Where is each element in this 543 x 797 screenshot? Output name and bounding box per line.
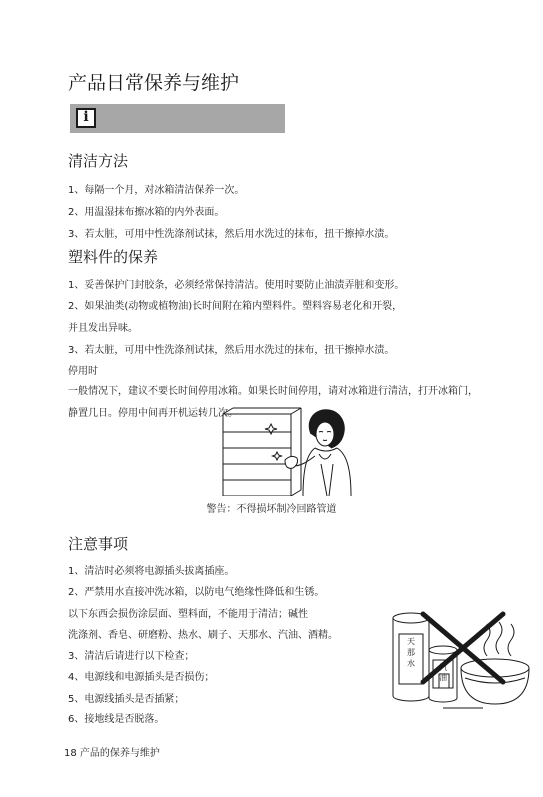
text-line: 一般情况下，建议不要长时间停用冰箱。如果长时间停用，请对冰箱进行清洁，打开冰箱门， xyxy=(68,386,478,397)
text-line: 5、电源线插头是否插紧； xyxy=(68,694,185,705)
text-line: 3、若太脏，可用中性洗涤剂试抹，然后用水洗过的抹布，扭干擦掉水渍。 xyxy=(68,229,395,240)
text-line: 2、严禁用水直接冲洗冰箱，以防电气绝缘性降低和生锈。 xyxy=(68,587,325,598)
info-bar xyxy=(70,104,285,133)
figure-caption-warning: 警告：不得损坏制冷回路管道 xyxy=(206,504,337,515)
text-line: 3、若太脏，可用中性洗涤剂试抹，然后用水洗过的抹布，扭干擦掉水渍。 xyxy=(68,345,395,356)
page-footer: 18 产品的保养与维护 xyxy=(64,748,160,759)
section-heading-plastic: 塑料件的保养 xyxy=(68,248,159,266)
text-line: 1、每隔一个月，对冰箱清洁保养一次。 xyxy=(68,185,245,196)
text-line: 以下东西会损伤涂层面、塑料面，不能用于清洁；碱性 xyxy=(68,609,308,620)
text-line: 1、清洁时必须将电源插头拔离插座。 xyxy=(68,566,235,577)
section-heading-notes: 注意事项 xyxy=(68,535,129,553)
text-line: 静置几日。停用中间再开机运转几次。 xyxy=(68,408,238,419)
cleaning-illustration xyxy=(215,404,355,496)
text-line: 3、清洁后请进行以下检查； xyxy=(68,651,195,662)
text-line: 4、电源线和电源插头是否损伤； xyxy=(68,672,215,683)
section-heading-cleaning: 清洁方法 xyxy=(68,152,129,170)
can-label-2: 汽油 xyxy=(439,663,447,682)
text-line: 停用时 xyxy=(68,366,98,377)
can-label-1: 天那水 xyxy=(407,637,415,668)
info-icon: i xyxy=(76,108,96,128)
page-title: 产品日常保养与维护 xyxy=(68,72,240,94)
text-line: 2、用温湿抹布擦冰箱的内外表面。 xyxy=(68,207,225,218)
text-line: 1、妥善保护门封胶条，必须经常保持清洁。使用时要防止油渍弄脏和变形。 xyxy=(68,280,405,291)
text-line: 并且发出异味。 xyxy=(68,323,138,334)
text-line: 洗涤剂、香皂、研磨粉、热水、刷子、天那水、汽油、酒精。 xyxy=(68,630,338,641)
text-line: 6、接地线是否脱落。 xyxy=(68,714,165,725)
prohibited-items-illustration xyxy=(383,608,533,712)
text-line: 2、如果油类(动物或植物油)长时间附在箱内塑料件。塑料容易老化和开裂， xyxy=(68,301,403,312)
